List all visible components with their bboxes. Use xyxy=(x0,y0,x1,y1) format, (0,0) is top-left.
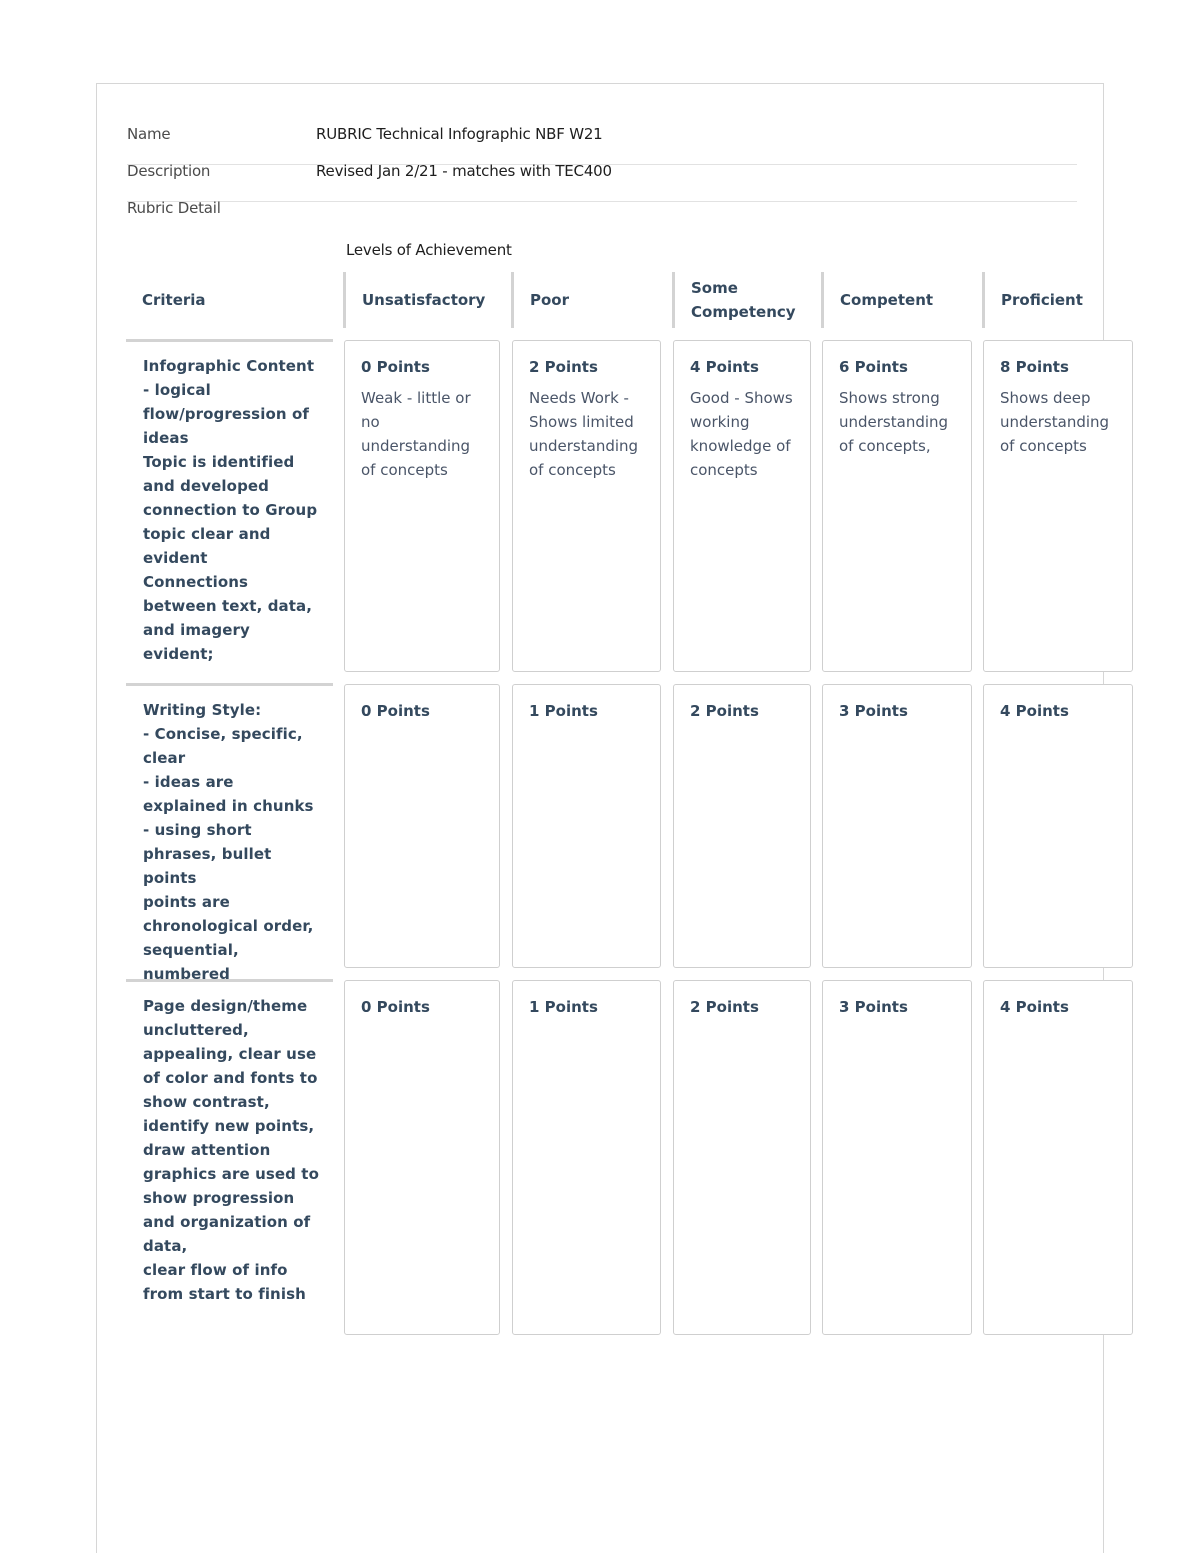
name-row xyxy=(127,127,1077,165)
rubric-cell xyxy=(673,340,811,672)
criterion-line: graphics are used to show progression and organization of data, xyxy=(143,1165,319,1255)
cell-points: 0 Points xyxy=(361,998,430,1016)
rubric-cell xyxy=(983,980,1133,1335)
rubric-cell xyxy=(344,340,500,672)
criterion-line: Connections between text, data, and imagery evident; xyxy=(143,573,313,663)
criterion-line: points are chronological order, sequential, numbered xyxy=(143,893,314,983)
criterion-page-design xyxy=(126,979,333,1335)
rubric-description: Revised Jan 2/21 - matches with TEC400 xyxy=(316,162,612,180)
cell-description: Needs Work - Shows limited understanding of concepts xyxy=(529,389,639,479)
criterion-line: - ideas are explained in chunks - using short phrases, bullet points xyxy=(143,773,314,887)
rubric-cell xyxy=(983,340,1133,672)
criteria-header: Criteria xyxy=(142,291,206,309)
criterion-line: Writing Style: xyxy=(143,701,262,719)
cell-points: 3 Points xyxy=(839,998,908,1016)
cell-points: 2 Points xyxy=(690,998,759,1016)
rubric-cell xyxy=(344,980,500,1335)
rubric-cell xyxy=(512,980,661,1335)
rubric-name: RUBRIC Technical Infographic NBF W21 xyxy=(316,125,603,143)
criterion-line: - Concise, specific, clear xyxy=(143,725,303,767)
rubric-cell xyxy=(673,980,811,1335)
cell-points: 4 Points xyxy=(690,358,759,376)
level-header-poor: Poor xyxy=(511,272,671,328)
cell-points: 2 Points xyxy=(529,358,598,376)
criterion-line: - logical flow/progression of ideas xyxy=(143,381,309,447)
criterion-infographic-content xyxy=(126,339,333,671)
rubric-cell xyxy=(512,684,661,968)
cell-description: Weak - little or no understanding of concepts xyxy=(361,389,471,479)
name-label: Name xyxy=(127,125,171,143)
rubric-cell xyxy=(822,684,972,968)
rubric-cell xyxy=(983,684,1133,968)
description-label: Description xyxy=(127,162,211,180)
level-header-proficient: Proficient xyxy=(982,272,1132,328)
rubric-cell xyxy=(344,684,500,968)
cell-points: 1 Points xyxy=(529,702,598,720)
rubric-cell xyxy=(512,340,661,672)
cell-points: 0 Points xyxy=(361,358,430,376)
criterion-line: Topic is identified and developed connection to Group topic clear and evident xyxy=(143,453,318,567)
rubric-cell xyxy=(673,684,811,968)
criterion-line: Page design/theme uncluttered, appealing, clear use of color and fonts to show contrast, identify new points, draw attention xyxy=(143,997,318,1159)
cell-points: 0 Points xyxy=(361,702,430,720)
rubric-cell xyxy=(822,340,972,672)
criterion-line: clear flow of info from start to finish xyxy=(143,1261,306,1303)
cell-points: 4 Points xyxy=(1000,702,1069,720)
criterion-writing-style xyxy=(126,683,333,983)
description-row xyxy=(127,164,1077,202)
cell-points: 2 Points xyxy=(690,702,759,720)
cell-description: Good - Shows working knowledge of concepts xyxy=(690,389,793,479)
levels-caption: Levels of Achievement xyxy=(346,241,512,259)
cell-points: 3 Points xyxy=(839,702,908,720)
rubric-cell xyxy=(822,980,972,1335)
cell-description: Shows deep understanding of concepts xyxy=(1000,389,1110,455)
level-header-unsatisfactory: Unsatisfactory xyxy=(343,272,503,328)
level-header-some-competency: Some Competency xyxy=(672,272,812,328)
detail-row xyxy=(127,201,1077,238)
cell-points: 6 Points xyxy=(839,358,908,376)
cell-points: 1 Points xyxy=(529,998,598,1016)
cell-description: Shows strong understanding of concepts, xyxy=(839,389,949,455)
level-header-competent: Competent xyxy=(821,272,981,328)
cell-points: 8 Points xyxy=(1000,358,1069,376)
rubric-detail-label: Rubric Detail xyxy=(127,199,221,217)
cell-points: 4 Points xyxy=(1000,998,1069,1016)
criterion-line: Infographic Content xyxy=(143,357,315,375)
